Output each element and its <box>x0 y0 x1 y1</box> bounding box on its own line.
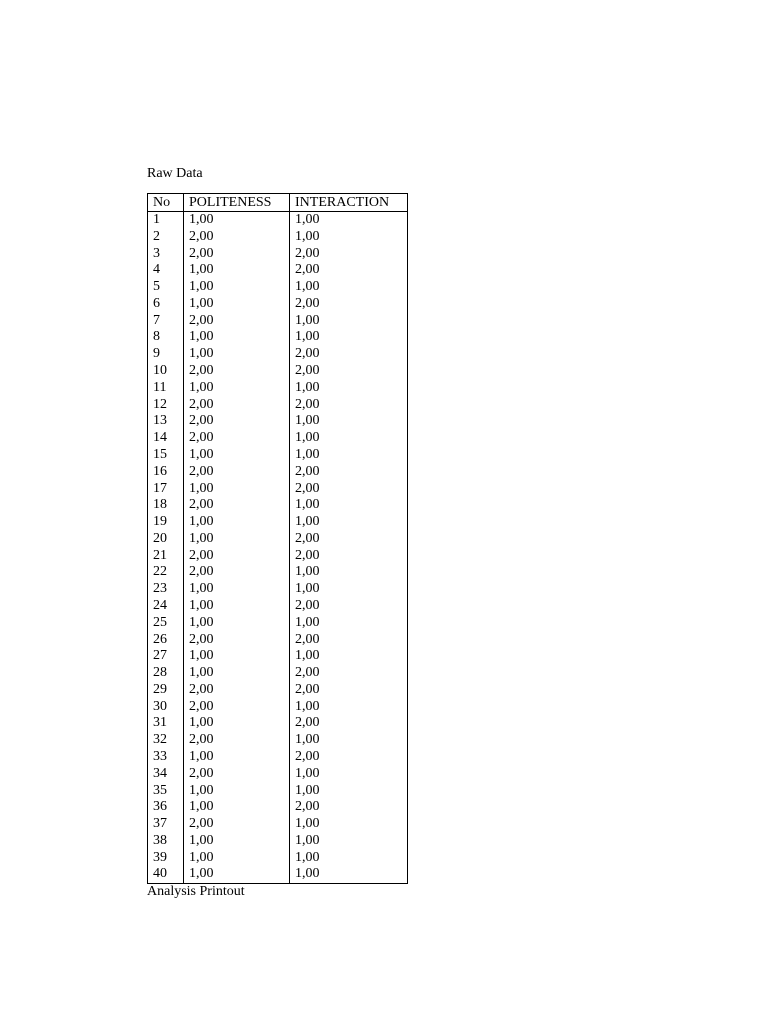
cell-no: 29 <box>148 682 184 699</box>
raw-data-table <box>147 193 408 884</box>
cell-no: 12 <box>148 397 184 414</box>
cell-politeness: 1,00 <box>184 346 290 363</box>
cell-interaction: 2,00 <box>290 632 408 649</box>
cell-politeness: 2,00 <box>184 766 290 783</box>
cell-interaction: 1,00 <box>290 615 408 632</box>
cell-no: 3 <box>148 246 184 263</box>
cell-no: 40 <box>148 866 184 883</box>
cell-interaction: 1,00 <box>290 850 408 867</box>
table-row <box>148 632 408 649</box>
table-row <box>148 799 408 816</box>
cell-politeness: 1,00 <box>184 514 290 531</box>
cell-interaction: 1,00 <box>290 816 408 833</box>
cell-politeness: 2,00 <box>184 732 290 749</box>
cell-no: 33 <box>148 749 184 766</box>
cell-interaction: 1,00 <box>290 212 408 229</box>
cell-interaction: 2,00 <box>290 246 408 263</box>
cell-politeness: 2,00 <box>184 397 290 414</box>
cell-interaction: 1,00 <box>290 866 408 883</box>
cell-politeness: 1,00 <box>184 850 290 867</box>
table-row <box>148 665 408 682</box>
cell-interaction: 1,00 <box>290 514 408 531</box>
cell-no: 37 <box>148 816 184 833</box>
cell-politeness: 2,00 <box>184 816 290 833</box>
table-row <box>148 447 408 464</box>
cell-no: 28 <box>148 665 184 682</box>
table-row <box>148 346 408 363</box>
table-row <box>148 648 408 665</box>
table-row <box>148 866 408 883</box>
cell-interaction: 2,00 <box>290 531 408 548</box>
table-row <box>148 699 408 716</box>
cell-no: 17 <box>148 481 184 498</box>
analysis-printout-label: Analysis Printout <box>147 884 245 899</box>
table-row <box>148 313 408 330</box>
cell-interaction: 1,00 <box>290 699 408 716</box>
table-row <box>148 766 408 783</box>
cell-no: 5 <box>148 279 184 296</box>
cell-interaction: 2,00 <box>290 464 408 481</box>
cell-interaction: 1,00 <box>290 833 408 850</box>
cell-no: 36 <box>148 799 184 816</box>
cell-politeness: 2,00 <box>184 313 290 330</box>
cell-interaction: 1,00 <box>290 564 408 581</box>
table-row <box>148 397 408 414</box>
cell-politeness: 1,00 <box>184 329 290 346</box>
cell-politeness: 2,00 <box>184 682 290 699</box>
table-row <box>148 581 408 598</box>
cell-politeness: 2,00 <box>184 464 290 481</box>
cell-politeness: 1,00 <box>184 447 290 464</box>
cell-no: 31 <box>148 715 184 732</box>
cell-no: 19 <box>148 514 184 531</box>
cell-interaction: 1,00 <box>290 783 408 800</box>
cell-interaction: 1,00 <box>290 313 408 330</box>
cell-no: 6 <box>148 296 184 313</box>
table-row <box>148 229 408 246</box>
table-row <box>148 682 408 699</box>
cell-no: 24 <box>148 598 184 615</box>
cell-no: 34 <box>148 766 184 783</box>
cell-interaction: 1,00 <box>290 766 408 783</box>
table-row <box>148 481 408 498</box>
cell-politeness: 1,00 <box>184 783 290 800</box>
cell-politeness: 1,00 <box>184 262 290 279</box>
cell-interaction: 2,00 <box>290 682 408 699</box>
cell-no: 1 <box>148 212 184 229</box>
cell-no: 15 <box>148 447 184 464</box>
cell-interaction: 1,00 <box>290 430 408 447</box>
table-row <box>148 615 408 632</box>
cell-no: 14 <box>148 430 184 447</box>
table-row <box>148 430 408 447</box>
cell-interaction: 1,00 <box>290 648 408 665</box>
cell-interaction: 2,00 <box>290 799 408 816</box>
cell-no: 9 <box>148 346 184 363</box>
cell-politeness: 1,00 <box>184 749 290 766</box>
table-row <box>148 497 408 514</box>
cell-interaction: 1,00 <box>290 380 408 397</box>
cell-politeness: 1,00 <box>184 581 290 598</box>
table-row <box>148 715 408 732</box>
table-row <box>148 732 408 749</box>
cell-interaction: 2,00 <box>290 296 408 313</box>
table-row <box>148 564 408 581</box>
cell-no: 4 <box>148 262 184 279</box>
cell-interaction: 2,00 <box>290 598 408 615</box>
cell-politeness: 1,00 <box>184 615 290 632</box>
cell-no: 7 <box>148 313 184 330</box>
cell-politeness: 1,00 <box>184 866 290 883</box>
cell-no: 10 <box>148 363 184 380</box>
table-row <box>148 850 408 867</box>
cell-interaction: 1,00 <box>290 229 408 246</box>
table-row <box>148 598 408 615</box>
cell-no: 20 <box>148 531 184 548</box>
table-row <box>148 279 408 296</box>
table-row <box>148 246 408 263</box>
table-header-row <box>148 194 408 212</box>
cell-no: 18 <box>148 497 184 514</box>
cell-politeness: 1,00 <box>184 380 290 397</box>
cell-no: 32 <box>148 732 184 749</box>
cell-no: 2 <box>148 229 184 246</box>
cell-no: 26 <box>148 632 184 649</box>
document-title: Raw Data <box>147 166 203 181</box>
cell-interaction: 1,00 <box>290 447 408 464</box>
table-row <box>148 212 408 229</box>
table-row <box>148 464 408 481</box>
table-body <box>148 212 408 884</box>
table-row <box>148 363 408 380</box>
table-row <box>148 749 408 766</box>
cell-interaction: 2,00 <box>290 397 408 414</box>
cell-politeness: 2,00 <box>184 632 290 649</box>
table-row <box>148 413 408 430</box>
cell-interaction: 1,00 <box>290 413 408 430</box>
cell-interaction: 1,00 <box>290 329 408 346</box>
cell-interaction: 1,00 <box>290 732 408 749</box>
cell-politeness: 1,00 <box>184 648 290 665</box>
cell-no: 23 <box>148 581 184 598</box>
cell-politeness: 1,00 <box>184 212 290 229</box>
cell-politeness: 1,00 <box>184 481 290 498</box>
cell-no: 21 <box>148 548 184 565</box>
cell-no: 16 <box>148 464 184 481</box>
cell-politeness: 2,00 <box>184 229 290 246</box>
cell-interaction: 2,00 <box>290 548 408 565</box>
cell-no: 27 <box>148 648 184 665</box>
cell-no: 11 <box>148 380 184 397</box>
cell-politeness: 2,00 <box>184 497 290 514</box>
table-row <box>148 514 408 531</box>
cell-politeness: 2,00 <box>184 699 290 716</box>
cell-politeness: 2,00 <box>184 246 290 263</box>
cell-no: 25 <box>148 615 184 632</box>
table-row <box>148 262 408 279</box>
table-row <box>148 548 408 565</box>
column-header-politeness: POLITENESS <box>184 194 290 212</box>
cell-politeness: 1,00 <box>184 665 290 682</box>
table-row <box>148 296 408 313</box>
cell-politeness: 2,00 <box>184 413 290 430</box>
cell-interaction: 2,00 <box>290 665 408 682</box>
cell-politeness: 2,00 <box>184 363 290 380</box>
cell-politeness: 1,00 <box>184 531 290 548</box>
table-row <box>148 531 408 548</box>
cell-interaction: 1,00 <box>290 279 408 296</box>
cell-interaction: 2,00 <box>290 363 408 380</box>
cell-interaction: 2,00 <box>290 749 408 766</box>
table-row <box>148 816 408 833</box>
cell-politeness: 1,00 <box>184 799 290 816</box>
table-row <box>148 380 408 397</box>
cell-interaction: 2,00 <box>290 346 408 363</box>
cell-interaction: 2,00 <box>290 481 408 498</box>
cell-interaction: 1,00 <box>290 497 408 514</box>
cell-politeness: 1,00 <box>184 715 290 732</box>
cell-no: 39 <box>148 850 184 867</box>
table-row <box>148 783 408 800</box>
cell-politeness: 2,00 <box>184 430 290 447</box>
cell-no: 30 <box>148 699 184 716</box>
cell-politeness: 1,00 <box>184 296 290 313</box>
table-row <box>148 329 408 346</box>
cell-no: 8 <box>148 329 184 346</box>
cell-politeness: 1,00 <box>184 598 290 615</box>
cell-politeness: 1,00 <box>184 279 290 296</box>
cell-politeness: 2,00 <box>184 564 290 581</box>
column-header-interaction: INTERACTION <box>290 194 408 212</box>
cell-politeness: 1,00 <box>184 833 290 850</box>
table-row <box>148 833 408 850</box>
cell-interaction: 1,00 <box>290 581 408 598</box>
cell-interaction: 2,00 <box>290 715 408 732</box>
cell-no: 35 <box>148 783 184 800</box>
column-header-no: No <box>148 194 184 212</box>
cell-no: 22 <box>148 564 184 581</box>
cell-politeness: 2,00 <box>184 548 290 565</box>
cell-no: 38 <box>148 833 184 850</box>
cell-interaction: 2,00 <box>290 262 408 279</box>
cell-no: 13 <box>148 413 184 430</box>
